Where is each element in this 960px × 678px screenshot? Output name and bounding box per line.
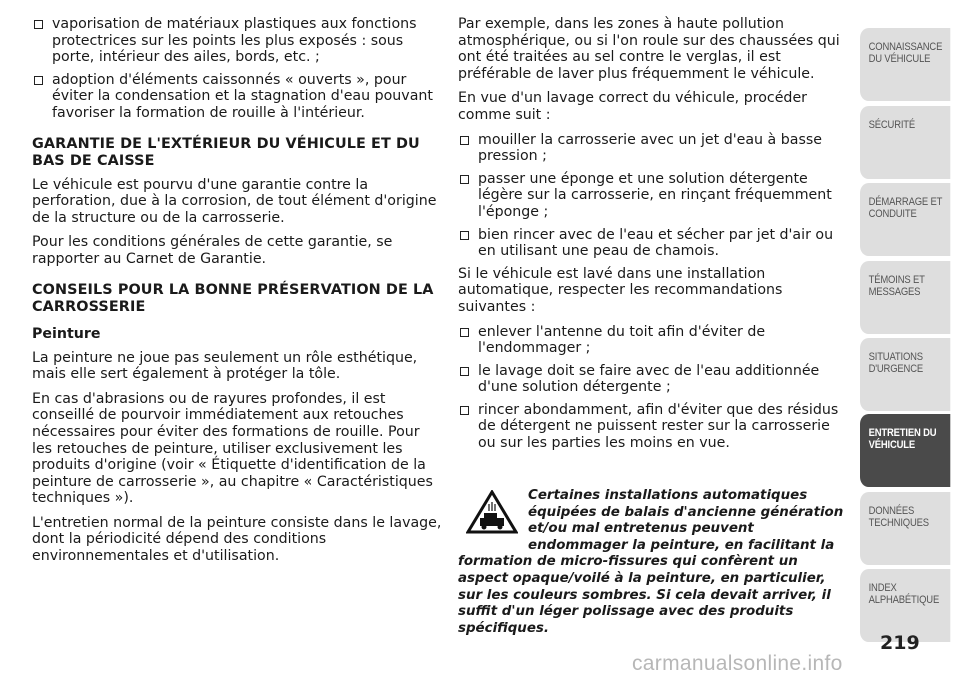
subheading-paint: Peinture [32,325,101,342]
checkbox-bullet-icon [460,175,469,184]
bullet-item: enlever l'antenne du toit afin d'éviter de l'endommager ; [458,324,852,357]
bullet-item: vaporisation de matériaux plastiques aux fonctions protectrices sur les points les plus exposés : sous porte, intérieur des ailes, bords, etc. ; [32,16,442,66]
watermark: carmanualsonline.info [632,652,843,675]
checkbox-bullet-icon [34,76,43,85]
paragraph: Par exemple, dans les zones à haute pollution atmosphérique, ou si l'on roule sur des chaussées qui ont été traitées au sel contre le verglas, il est préférable de laver plus fréquemment le véhicule. [458,16,840,82]
bullet-item: mouiller la carrosserie avec un jet d'eau à basse pression ; [458,132,852,165]
checkbox-bullet-icon [460,136,469,145]
checkbox-bullet-icon [460,367,469,376]
paragraph: La peinture ne joue pas seulement un rôle esthétique, mais elle sert également à protéger la tôle. [32,349,418,383]
tab-securite[interactable]: SÉCURITÉ [860,106,950,179]
paragraph: Le véhicule est pourvu d'une garantie contre la perforation, due à la corrosion, de tout élément d'origine de la structure ou de la carrosserie. [32,176,437,226]
section-heading-preservation: CONSEILS POUR LA BONNE PRÉSERVATION DE LA CARROSSERIE [32,281,434,315]
chapter-tabs [860,0,960,678]
bullet-item: bien rincer avec de l'eau et sécher par jet d'air ou en utilisant une peau de chamois. [458,227,852,260]
section-heading-guarantee: GARANTIE DE L'EXTÉRIEUR DU VÉHICULE ET DU BAS DE CAISSE [32,135,420,169]
checkbox-bullet-icon [34,20,43,29]
checkbox-bullet-icon [460,328,469,337]
paragraph: En cas d'abrasions ou de rayures profondes, il est conseillé de pourvoir immédiatement aux retouches nécessaires pour éviter des formations de rouille. Pour les retouches de peinture, utiliser exclusivement les produits d'origine (voir « Étiquette d'identification de la peinture de carrosserie », au chapitre « Caractéristiques techniques »). [32,390,433,507]
bullet-item: adoption d'éléments caissonnés « ouverts », pour éviter la condensation et la stagnation d'eau pouvant favoriser la formation de rouille à l'intérieur. [32,72,442,122]
paragraph: En vue d'un lavage correct du véhicule, procéder comme suit : [458,90,807,123]
tab-donnees[interactable]: DONNÉES TECHNIQUES [860,492,950,565]
tab-temoins[interactable]: TÉMOINS ET MESSAGES [860,261,950,334]
page-number: 219 [880,632,920,654]
tab-connaissance[interactable]: CONNAISSANCE DU VÉHICULE [860,28,950,101]
tab-demarrage[interactable]: DÉMARRAGE ET CONDUITE [860,183,950,256]
car-wash-warning-icon [466,490,518,534]
checkbox-bullet-icon [460,231,469,240]
right-column [458,16,852,458]
tab-urgence[interactable]: SITUATIONS D'URGENCE [860,338,950,411]
tab-index[interactable]: INDEX ALPHABÉTIQUE [860,569,950,642]
bullet-item: passer une éponge et une solution détergente légère sur la carrosserie, en rinçant fréquemment l'éponge ; [458,171,852,221]
bullet-item: rincer abondamment, afin d'éviter que des résidus de détergent ne puissent rester sur la carrosserie ou sur les parties les moins en vue. [458,402,852,452]
left-column [32,16,442,573]
tab-entretien[interactable]: ENTRETIEN DU VÉHICULE [860,414,950,487]
paragraph: Si le véhicule est lavé dans une installation automatique, respecter les recommandations suivantes : [458,265,783,315]
warning-note [458,488,850,637]
bullet-item: le lavage doit se faire avec de l'eau additionnée d'une solution détergente ; [458,363,852,396]
warning-text: Certaines installations automatiques équipées de balais d'ancienne génération et/ou mal entretenus peuvent endommager la peinture, en facilitant la formation de micro-fissures qui confèrent un aspect opaque/voilé à la peinture, en particulier, sur les couleurs sombres. Si cela devait arriver, il suffit d'un léger polissage avec des produits spécifiques. [458,488,844,636]
paragraph: Pour les conditions générales de cette garantie, se rapporter au Carnet de Garantie. [32,234,393,267]
paragraph: L'entretien normal de la peinture consiste dans le lavage, dont la périodicité dépend des conditions environnementales et d'utilisation. [32,514,442,565]
checkbox-bullet-icon [460,406,469,415]
